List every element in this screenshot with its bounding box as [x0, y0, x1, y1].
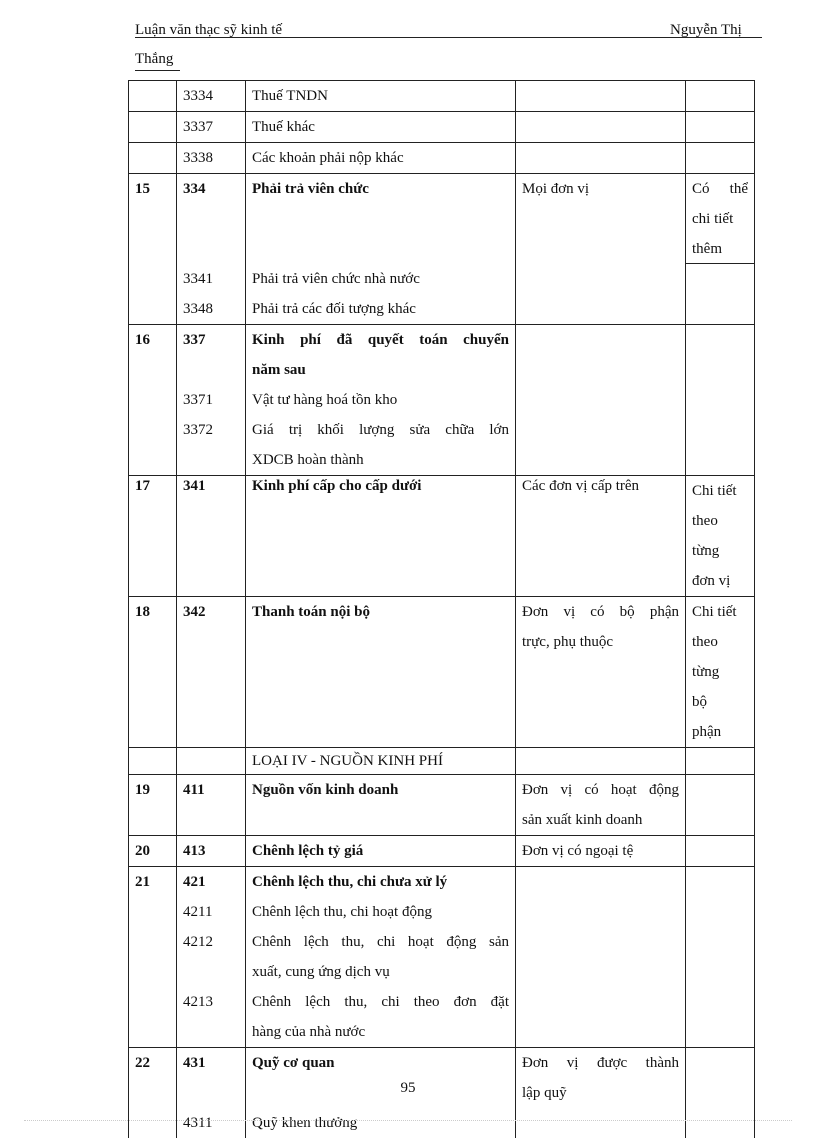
table-row [129, 476, 755, 597]
sub-account-name: Chênh lệch thu, chi theo đơn đặt [252, 987, 509, 1017]
sub-account-name: XDCB hoàn thành [252, 445, 509, 475]
applies-to [516, 748, 686, 775]
table-row [129, 597, 755, 748]
row-number: 19 [129, 775, 177, 836]
account-name-main: năm sau [252, 355, 509, 385]
applies-to [516, 112, 686, 143]
header-rule [135, 37, 762, 38]
note-line: từng [692, 536, 748, 566]
scope-line: Đơn vị có bộ phận [522, 597, 679, 627]
sub-account-name: Chênh lệch thu, chi hoạt động [252, 897, 509, 927]
accounts-table [128, 80, 755, 1138]
note [686, 775, 755, 836]
note [686, 867, 755, 1048]
sub-account-name: Chênh lệch thu, chi hoạt động sản [252, 927, 509, 957]
note [686, 325, 755, 476]
scope-line: lập quỹ [522, 1078, 679, 1108]
table-row [129, 143, 755, 174]
sub-account-code: 4311 [183, 1108, 239, 1138]
table-row [129, 775, 755, 836]
sub-account-code: 4212 [183, 927, 239, 957]
note-line: Chi tiết [692, 476, 748, 506]
scope-line: sản xuất kinh doanh [522, 805, 679, 835]
account-code-main: 431 [183, 1048, 239, 1078]
row-number: 18 [129, 597, 177, 748]
page-number: 95 [0, 1080, 816, 1097]
row-number: 20 [129, 836, 177, 867]
account-code: 3337 [177, 112, 246, 143]
applies-to: Đơn vị có ngoại tệ [516, 836, 686, 867]
account-name: Thanh toán nội bộ [246, 597, 516, 748]
header-author: Nguyễn Thị [670, 22, 742, 39]
row-number [129, 81, 177, 112]
note-line: theo [692, 506, 748, 536]
section-heading-row [129, 748, 755, 775]
account-name: Chênh lệch tỷ giá [246, 836, 516, 867]
applies-to [516, 143, 686, 174]
account-code [177, 325, 246, 476]
account-code [177, 867, 246, 1048]
sub-account-code: 3371 [183, 385, 239, 415]
note [686, 748, 755, 775]
sub-account-name: Phải trả các đối tượng khác [252, 294, 509, 324]
account-code: 411 [177, 775, 246, 836]
account-code-main: 337 [183, 325, 239, 355]
note-line: thêm [692, 234, 748, 264]
table-row [129, 325, 755, 476]
account-name-main: Chênh lệch thu, chi chưa xử lý [252, 867, 509, 897]
note-line: bộ [692, 687, 748, 717]
row-number: 16 [129, 325, 177, 476]
account-code: 3334 [177, 81, 246, 112]
note-line: từng [692, 657, 748, 687]
row-number: 17 [129, 476, 177, 597]
sub-account-name: Vật tư hàng hoá tồn kho [252, 385, 509, 415]
account-code: 413 [177, 836, 246, 867]
sub-account-code: 4213 [183, 987, 239, 1017]
account-name-main: Phải trả viên chức [252, 174, 509, 204]
sub-account-name: Phải trả viên chức nhà nước [252, 264, 509, 294]
header-title: Luận văn thạc sỹ kinh tế [135, 22, 282, 39]
sub-account-name: Giá trị khối lượng sửa chữa lớn [252, 415, 509, 445]
sub-account-name: Quỹ khen thưởng [252, 1108, 509, 1138]
note [686, 836, 755, 867]
note-line: Có thể [692, 174, 748, 204]
note [686, 597, 755, 748]
account-name-main: Quỹ cơ quan [252, 1048, 509, 1078]
applies-to [516, 597, 686, 748]
sub-account-name: xuất, cung ứng dịch vụ [252, 957, 509, 987]
row-number: 15 [129, 174, 177, 325]
account-name-main: Kinh phí đã quyết toán chuyển [252, 325, 509, 355]
account-code [177, 748, 246, 775]
sub-account-name: hàng của nhà nước [252, 1017, 509, 1047]
account-name: Thuế khác [246, 112, 516, 143]
table-row [129, 81, 755, 112]
note-line: Chi tiết [692, 597, 748, 627]
applies-to [516, 775, 686, 836]
account-code-main: 421 [183, 867, 239, 897]
header-author-continued: Thắng [135, 51, 173, 68]
applies-to [516, 81, 686, 112]
table-row [129, 867, 755, 1048]
note-line: chi tiết [692, 204, 748, 234]
account-code [177, 174, 246, 325]
account-name [246, 867, 516, 1048]
row-number: 22 [129, 1048, 177, 1138]
applies-to [516, 867, 686, 1048]
scope-line: Đơn vị có hoạt động [522, 775, 679, 805]
account-name [246, 174, 516, 325]
note [686, 112, 755, 143]
header-continued-rule [135, 70, 180, 71]
applies-to: Mọi đơn vị [516, 174, 686, 325]
account-name: Kinh phí cấp cho cấp dưới [246, 476, 516, 597]
applies-to [516, 325, 686, 476]
table-row [129, 836, 755, 867]
note [686, 143, 755, 174]
row-number [129, 143, 177, 174]
row-number [129, 748, 177, 775]
account-code: 3338 [177, 143, 246, 174]
page-bottom-rule [24, 1120, 792, 1121]
note-line: theo [692, 627, 748, 657]
section-heading: LOẠI IV - NGUỒN KINH PHÍ [246, 748, 516, 775]
scope-line: Đơn vị được thành [522, 1048, 679, 1078]
table-row [129, 174, 755, 325]
applies-to: Các đơn vị cấp trên [516, 476, 686, 597]
account-name: Thuế TNDN [246, 81, 516, 112]
account-code: 341 [177, 476, 246, 597]
account-name: Nguồn vốn kinh doanh [246, 775, 516, 836]
sub-account-code: 3341 [183, 264, 239, 294]
sub-account-code: 4211 [183, 897, 239, 927]
note [686, 174, 755, 325]
sub-account-code: 3348 [183, 294, 239, 324]
row-number [129, 112, 177, 143]
account-name: Các khoản phải nộp khác [246, 143, 516, 174]
table-row [129, 112, 755, 143]
note-line: phận [692, 717, 748, 747]
scope-line: trực, phụ thuộc [522, 627, 679, 657]
note [686, 81, 755, 112]
account-name [246, 325, 516, 476]
note [686, 476, 755, 597]
row-number: 21 [129, 867, 177, 1048]
sub-account-code: 3372 [183, 415, 239, 445]
account-code-main: 334 [183, 174, 239, 204]
account-code: 342 [177, 597, 246, 748]
note-line: đơn vị [692, 566, 748, 596]
